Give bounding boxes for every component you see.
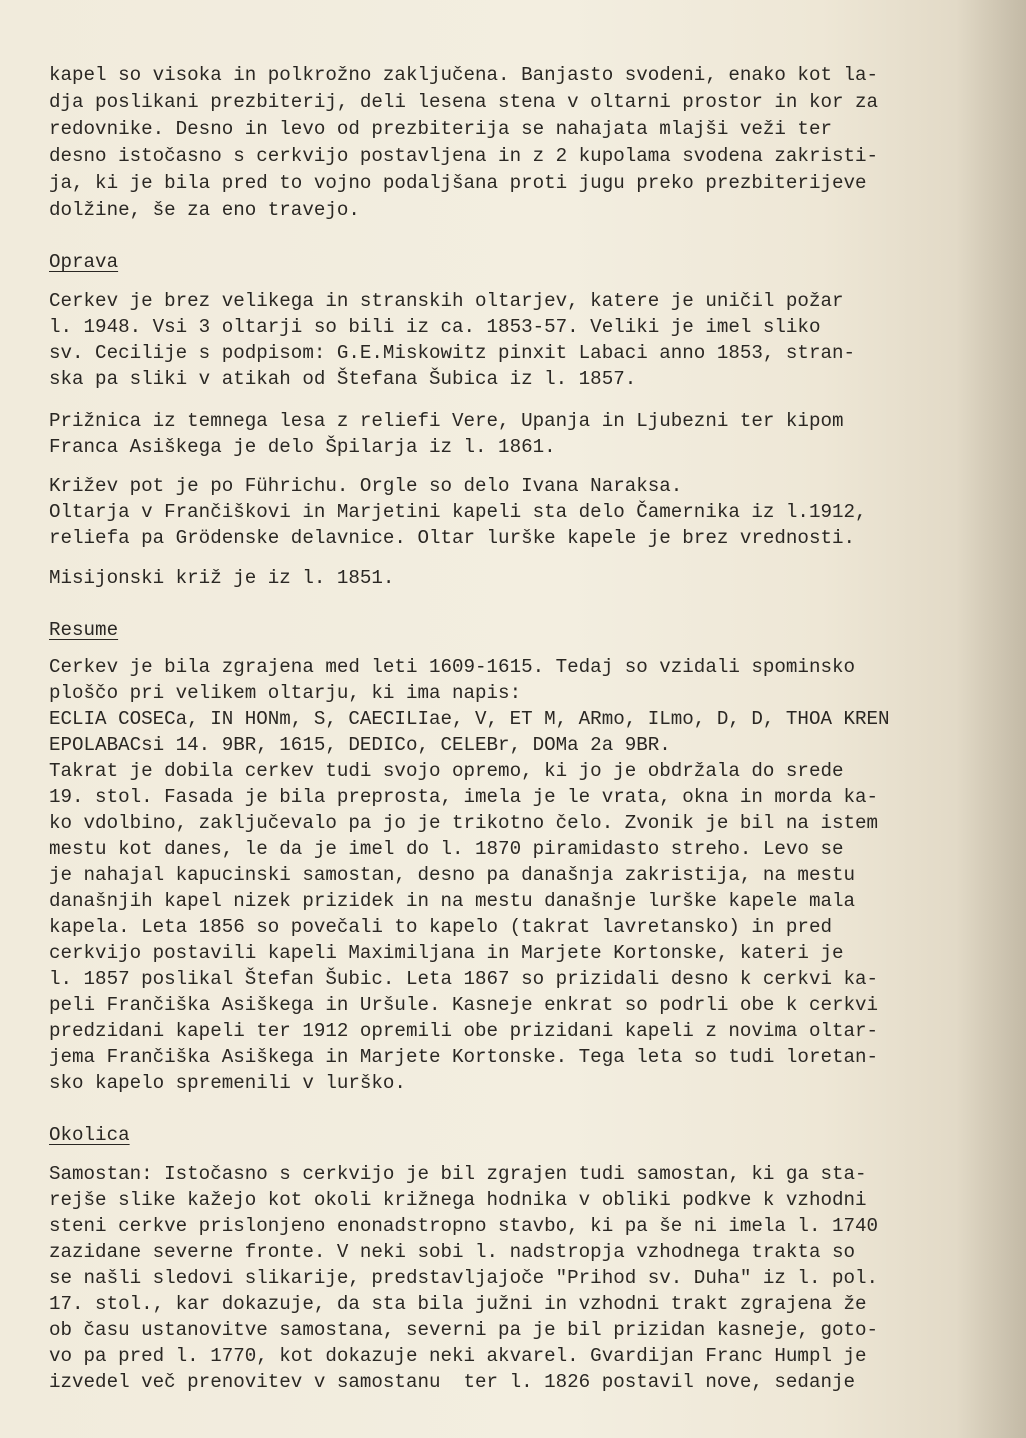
intro-line: ja, ki je bila pred to vojno podaljšana proti jugu preko prezbiterijeve (49, 172, 867, 194)
resume-inscription-line: EPOLABACsi 14. 9BR, 1615, DEDICo, CELEBr, DOMa 2a 9BR. (49, 734, 671, 756)
resume-line: jema Frančiška Asiškega in Marjete Kortonske. Tega leta so tudi loretan- (49, 1046, 879, 1068)
intro-line: redovnike. Desno in levo od prezbiterija se nahajata mlajši veži ter (49, 118, 832, 140)
okolica-line: steni cerkve prislonjeno enonadstropno stavbo, ki pa še ni imela l. 1740 (49, 1215, 879, 1237)
intro-line: dja poslikani prezbiterij, deli lesena stena v oltarni prostor in kor za (49, 91, 879, 113)
oprava-line: Oltarja v Frančiškovi in Marjetini kapeli sta delo Čamernika iz l.1912, (49, 501, 867, 523)
oprava-line: Misijonski križ je iz l. 1851. (49, 567, 395, 589)
oprava-line: ska pa sliki v atikah od Štefana Šubica iz l. 1857. (49, 368, 637, 390)
heading-oprava: Oprava (49, 251, 119, 273)
oprava-line: l. 1948. Vsi 3 oltarji so bili iz ca. 1853-57. Veliki je imel sliko (49, 316, 821, 338)
oprava-line: Franca Asiškega je delo Špilarja iz l. 1861. (49, 436, 556, 458)
resume-line: 19. stol. Fasada je bila preprosta, imela je le vrata, okna in morda ka- (49, 786, 879, 808)
resume-line: kapela. Leta 1856 so povečali to kapelo (takrat lavretansko) in pred (49, 916, 832, 938)
oprava-line: Križev pot je po Führichu. Orgle so delo Ivana Naraksa. (49, 475, 683, 497)
resume-line: Takrat je dobila cerkev tudi svojo opremo, ki jo je obdržala do srede (49, 760, 844, 782)
intro-line: dolžine, še za eno travejo. (49, 199, 360, 221)
okolica-line: rejše slike kažejo kot okoli križnega hodnika v obliki podkve k vzhodni (49, 1189, 867, 1211)
okolica-line: vo pa pred l. 1770, kot dokazuje neki akvarel. Gvardijan Franc Humpl je (49, 1345, 867, 1367)
oprava-line: Prižnica iz temnega lesa z reliefi Vere, Upanja in Ljubezni ter kipom (49, 410, 844, 432)
resume-line: ko vdolbino, zaključevalo pa jo je trikotno čelo. Zvonik je bil na istem (49, 812, 879, 834)
okolica-line: se našli sledovi slikarije, predstavljajoče "Prihod sv. Duha" iz l. pol. (49, 1267, 879, 1289)
okolica-line: ob času ustanovitve samostana, severni pa je bil prizidan kasneje, goto- (49, 1319, 879, 1341)
resume-line: je nahajal kapucinski samostan, desno pa današnja zakristija, na mestu (49, 864, 856, 886)
resume-line: peli Frančiška Asiškega in Uršule. Kasneje enkrat so podrli obe k cerkvi (49, 994, 879, 1016)
resume-inscription-line: ECLIA COSECa, IN HONm, S, CAECILIae, V, ET M, ARmo, ILmo, D, D, THOA KREN (49, 708, 890, 730)
intro-line: desno istočasno s cerkvijo postavljena in z 2 kupolama svodena zakristi- (49, 145, 879, 167)
resume-line: sko kapelo spremenili v lurško. (49, 1072, 406, 1094)
heading-resume: Resume (49, 619, 119, 641)
heading-okolica: Okolica (49, 1124, 130, 1146)
oprava-line: reliefa pa Grödenske delavnice. Oltar lurške kapele je brez vrednosti. (49, 527, 856, 549)
resume-line: današnjih kapel nizek prizidek in na mestu današnje lurške kapele mala (49, 890, 856, 912)
oprava-line: Cerkev je brez velikega in stranskih oltarjev, katere je uničil požar (49, 290, 844, 312)
okolica-line: zazidane severne fronte. V neki sobi l. nadstropja vzhodnega trakta so (49, 1241, 856, 1263)
resume-line: Cerkev je bila zgrajena med leti 1609-1615. Tedaj so vzidali spominsko (49, 656, 856, 678)
oprava-line: sv. Cecilije s podpisom: G.E.Miskowitz pinxit Labaci anno 1853, stran- (49, 342, 856, 364)
resume-line: ploščo pri velikem oltarju, ki ima napis: (49, 682, 522, 704)
resume-line: mestu kot danes, le da je imel do l. 1870 piramidasto streho. Levo se (49, 838, 844, 860)
okolica-line: 17. stol., kar dokazuje, da sta bila južni in vzhodni trakt zgrajena že (49, 1293, 867, 1315)
resume-line: cerkvijo postavili kapeli Maximiljana in Marjete Kortonske, kateri je (49, 942, 844, 964)
okolica-line: izvedel več prenovitev v samostanu ter l. 1826 postavil nove, sedanje (49, 1371, 856, 1393)
page-edge-shadow (956, 0, 1026, 1438)
okolica-line: Samostan: Istočasno s cerkvijo je bil zgrajen tudi samostan, ki ga sta- (49, 1163, 867, 1185)
resume-line: l. 1857 poslikal Štefan Šubic. Leta 1867 so prizidali desno k cerkvi ka- (49, 968, 879, 990)
intro-line: kapel so visoka in polkrožno zaključena. Banjasto svodeni, enako kot la- (49, 64, 879, 86)
resume-line: predzidani kapeli ter 1912 opremili obe prizidani kapeli z novima oltar- (49, 1020, 879, 1042)
